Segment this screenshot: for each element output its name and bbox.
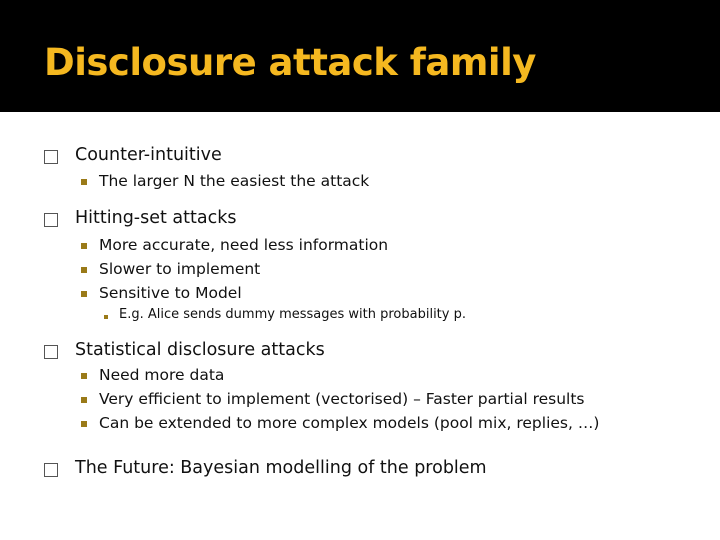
title-bar <box>0 0 720 112</box>
list-item: More accurate, need less information <box>99 236 389 254</box>
list-item: Need more data <box>99 366 225 384</box>
square-bullet-icon <box>81 267 87 273</box>
checkbox-bullet-icon <box>44 150 58 164</box>
list-item: The larger N the easiest the attack <box>99 172 370 190</box>
slide-title: Disclosure attack family <box>44 41 536 84</box>
square-bullet-icon <box>81 397 87 403</box>
sub-list-item: E.g. Alice sends dummy messages with probability p. <box>119 307 466 322</box>
list-item: Can be extended to more complex models (pool mix, replies, …) <box>99 414 600 432</box>
square-bullet-icon <box>81 373 87 379</box>
section-heading: Hitting-set attacks <box>75 208 237 228</box>
section-heading: The Future: Bayesian modelling of the problem <box>75 458 487 478</box>
square-bullet-icon <box>81 243 87 249</box>
list-item: Sensitive to Model <box>99 284 242 302</box>
square-bullet-icon <box>81 291 87 297</box>
checkbox-bullet-icon <box>44 345 58 359</box>
checkbox-bullet-icon <box>44 213 58 227</box>
list-item: Very efficient to implement (vectorised) – Faster partial results <box>99 390 585 408</box>
section-heading: Statistical disclosure attacks <box>75 340 325 360</box>
square-bullet-icon <box>81 421 87 427</box>
checkbox-bullet-icon <box>44 463 58 477</box>
small-square-bullet-icon <box>104 315 108 319</box>
list-item: Slower to implement <box>99 260 261 278</box>
section-heading: Counter-intuitive <box>75 145 222 165</box>
square-bullet-icon <box>81 179 87 185</box>
